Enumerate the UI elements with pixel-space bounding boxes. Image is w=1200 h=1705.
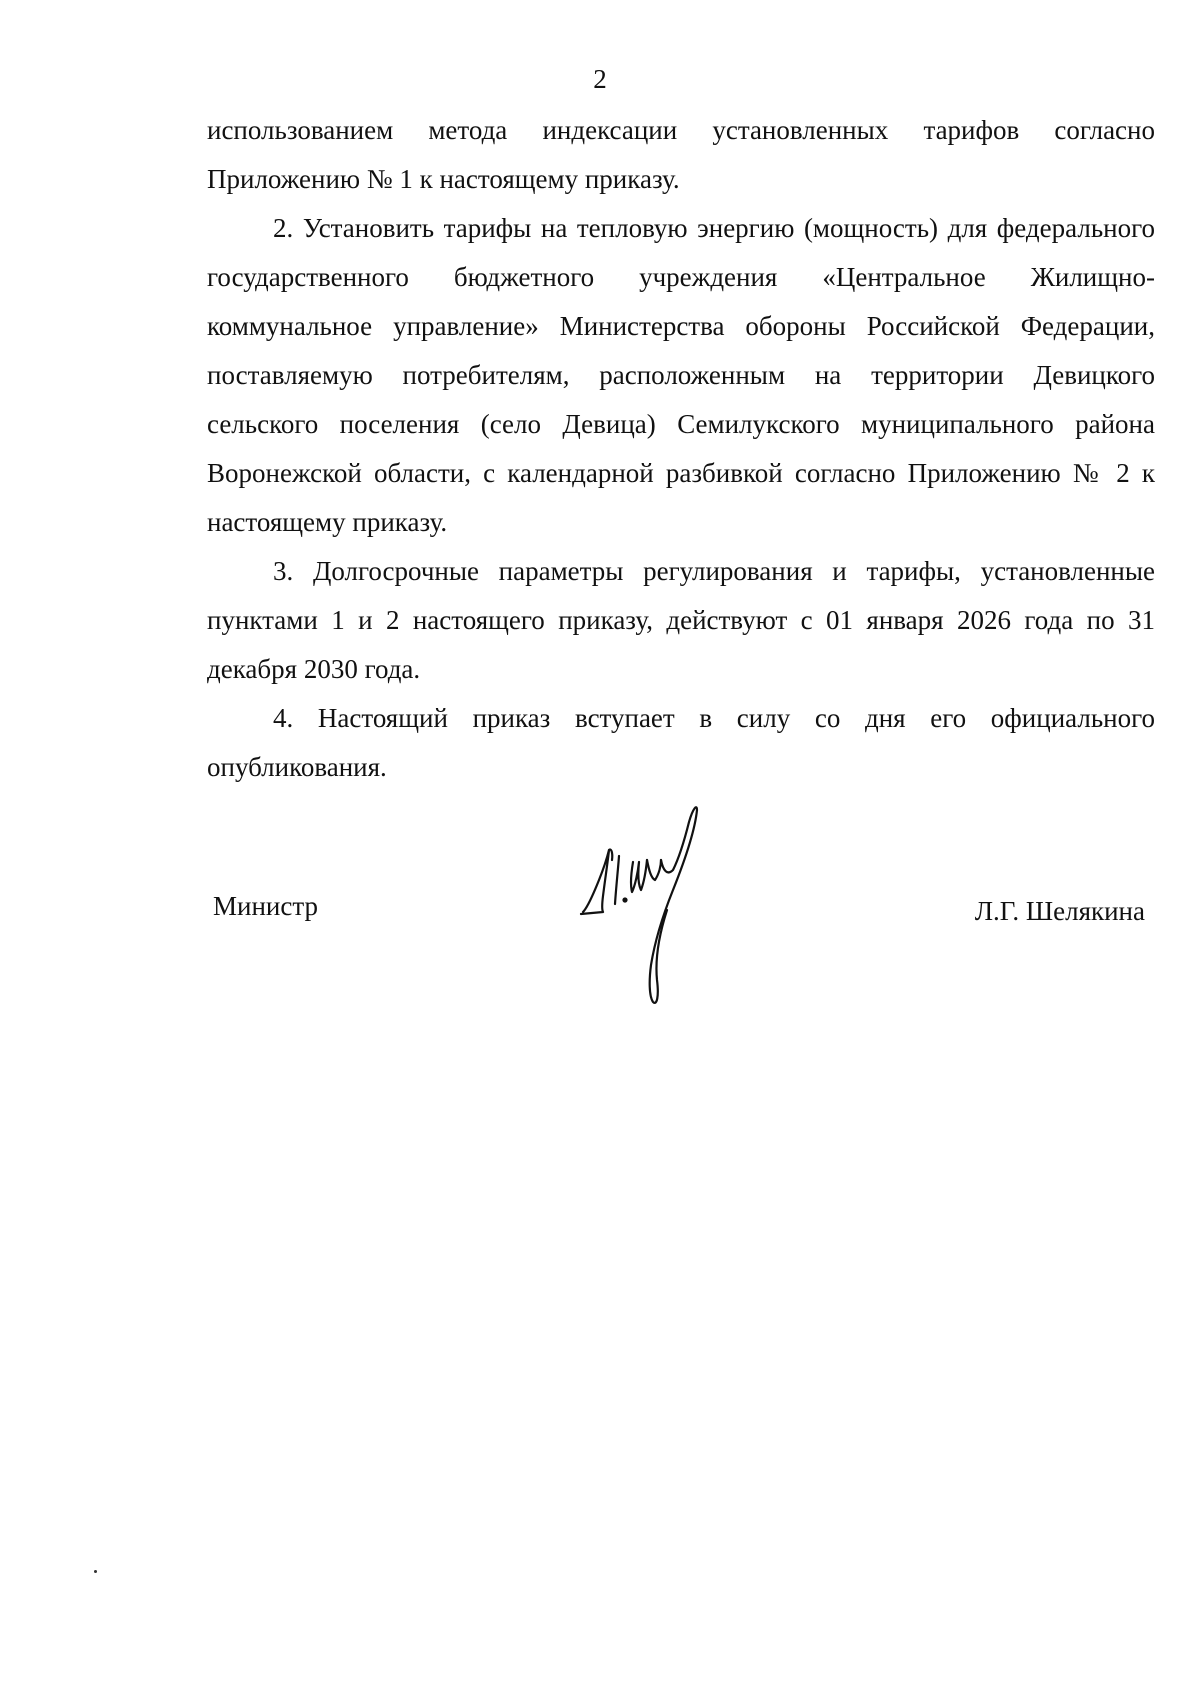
paragraph-3: 3. Долгосрочные параметры регулирования и тарифы, установленные пунктами 1 и 2 настоящего приказу, действуют с 01 января 2026 года по 31 декабря 2030 года. — [207, 556, 1155, 684]
signatory-title: Министр — [213, 891, 318, 921]
paragraph-4: 4. Настоящий приказ вступает в силу со дня его официального опубликования. — [207, 703, 1155, 782]
handwritten-signature — [575, 800, 735, 1010]
scan-speck — [94, 1570, 97, 1573]
paragraph-1-continuation: использованием метода индексации установленных тарифов согласно Приложению № 1 к настоящему приказу. — [207, 115, 1155, 194]
paragraph-2: 2. Установить тарифы на тепловую энергию (мощность) для федерального государственного бюджетного учреждения «Центральное Жилищно-коммунальное управление» Министерства обороны Российской Федерации, поставляемую потребителям, расположенным на территории Девицкого сельского поселения (село Девица) Семилукского муниципального района Воронежской области, с календарной разбивкой согласно Приложению № 2 к настоящему приказу. — [207, 213, 1155, 537]
signatory-name: Л.Г. Шелякина — [974, 896, 1145, 926]
page-number: 2 — [593, 64, 607, 94]
document-body — [207, 106, 1155, 792]
